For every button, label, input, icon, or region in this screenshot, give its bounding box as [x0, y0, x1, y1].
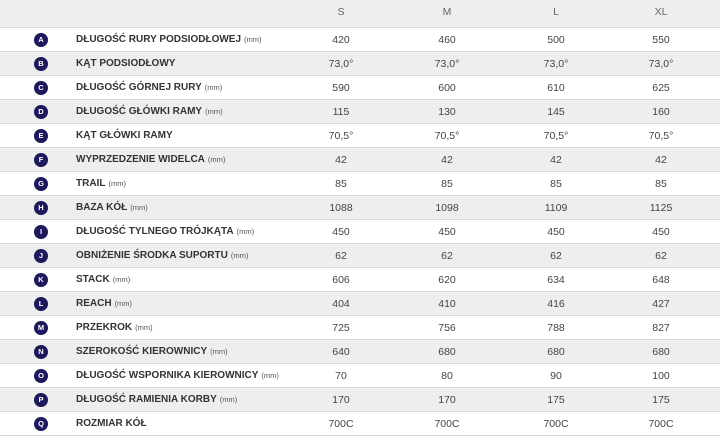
dimension-label	[76, 388, 237, 412]
dimension-unit: (mm)	[236, 227, 255, 236]
dimension-label	[76, 196, 148, 220]
dimension-unit: (mm)	[205, 107, 223, 116]
value-cell-l: 145	[547, 106, 565, 118]
value-cell-s: 640	[332, 346, 350, 358]
dimension-label	[76, 52, 175, 76]
table-row	[0, 76, 720, 100]
table-row	[0, 244, 720, 268]
table-row	[0, 100, 720, 124]
value-cell-s: 70,5°	[328, 130, 354, 142]
value-cell-xl: 62	[655, 250, 667, 262]
value-cell-l: 42	[550, 154, 562, 166]
value-cell-s: 404	[332, 298, 350, 310]
value-cell-xl: 827	[652, 322, 670, 334]
value-cell-xl: 73,0°	[648, 58, 674, 70]
value-cell-s: 170	[332, 394, 350, 406]
value-cell-s: 725	[332, 322, 350, 334]
value-cell-l: 680	[547, 346, 565, 358]
value-cell-l: 73,0°	[543, 58, 569, 70]
dimension-unit: (mm)	[219, 395, 238, 404]
dimension-unit: (mm)	[130, 203, 148, 212]
value-cell-m: 130	[438, 106, 456, 118]
table-row	[0, 28, 720, 52]
dimension-name: STACK	[76, 274, 110, 285]
dimension-unit: (mm)	[244, 35, 262, 44]
value-cell-m: 80	[441, 370, 453, 382]
value-cell-m: 680	[438, 346, 456, 358]
value-cell-s: 73,0°	[328, 58, 354, 70]
dimension-letter-badge: H	[34, 201, 48, 215]
dimension-unit: (mm)	[230, 251, 249, 260]
value-cell-s: 42	[335, 154, 347, 166]
table-row	[0, 316, 720, 340]
table-row	[0, 124, 720, 148]
value-cell-l: 175	[547, 394, 565, 406]
value-cell-m: 600	[438, 82, 456, 94]
dimension-name: BAZA KÓŁ	[76, 202, 128, 213]
table-row	[0, 172, 720, 196]
dimension-name: WYPRZEDZENIE WIDELCA	[76, 154, 205, 165]
dimension-letter-badge: P	[34, 393, 48, 407]
value-cell-m: 73,0°	[434, 58, 460, 70]
value-cell-m: 450	[438, 226, 456, 238]
value-cell-s: 450	[332, 226, 350, 238]
dimension-name: TRAIL	[76, 178, 106, 189]
value-cell-s: 606	[332, 274, 350, 286]
dimension-name: KĄT GŁÓWKI RAMY	[76, 130, 173, 141]
value-cell-m: 410	[438, 298, 456, 310]
value-cell-l: 70,5°	[543, 130, 569, 142]
value-cell-s: 115	[332, 106, 350, 118]
value-cell-l: 610	[547, 82, 565, 94]
value-cell-l: 700C	[543, 418, 569, 430]
value-cell-xl: 70,5°	[648, 130, 674, 142]
dimension-label	[76, 292, 132, 316]
dimension-unit: (mm)	[207, 155, 226, 164]
value-cell-s: 590	[332, 82, 350, 94]
value-cell-m: 620	[438, 274, 456, 286]
value-cell-m: 62	[441, 250, 453, 262]
value-cell-xl: 42	[655, 154, 667, 166]
value-cell-l: 85	[550, 178, 562, 190]
value-cell-xl: 680	[652, 346, 670, 358]
dimension-letter-badge: D	[34, 105, 48, 119]
dimension-label	[76, 28, 262, 52]
value-cell-m: 85	[441, 178, 453, 190]
dimension-letter-badge: I	[34, 225, 48, 239]
dimension-unit: (mm)	[114, 299, 133, 308]
dimension-label	[76, 364, 279, 388]
dimension-name: DŁUGOŚĆ GŁÓWKI RAMY	[76, 106, 203, 117]
table-row	[0, 220, 720, 244]
value-cell-xl: 175	[652, 394, 670, 406]
dimension-unit: (mm)	[261, 371, 279, 380]
dimension-label	[76, 220, 254, 244]
table-row	[0, 364, 720, 388]
value-cell-s: 1088	[329, 202, 353, 214]
dimension-unit: (mm)	[108, 179, 126, 188]
value-cell-l: 634	[547, 274, 565, 286]
value-cell-s: 70	[335, 370, 347, 382]
value-cell-l: 500	[547, 34, 565, 46]
value-cell-l: 62	[550, 250, 562, 262]
dimension-name: PRZEKROK	[76, 322, 133, 333]
table-row	[0, 292, 720, 316]
table-row	[0, 196, 720, 220]
dimension-letter-badge: M	[34, 321, 48, 335]
dimension-letter-badge: A	[34, 33, 48, 47]
table-row	[0, 412, 720, 436]
value-cell-xl: 85	[655, 178, 667, 190]
table-row	[0, 388, 720, 412]
value-cell-m: 700C	[434, 418, 460, 430]
size-header-m: M	[442, 6, 452, 18]
dimension-letter-badge: B	[34, 57, 48, 71]
dimension-label	[76, 100, 223, 124]
dimension-name: KĄT PODSIODŁOWY	[76, 58, 176, 69]
dimension-name: ROZMIAR KÓŁ	[76, 418, 147, 429]
value-cell-xl: 625	[652, 82, 670, 94]
size-header-l: L	[553, 6, 559, 18]
value-cell-m: 170	[438, 394, 456, 406]
size-header-xl: XL	[654, 6, 668, 18]
value-cell-l: 788	[547, 322, 565, 334]
dimension-letter-badge: K	[34, 273, 48, 287]
dimension-label	[76, 412, 147, 436]
dimension-letter-badge: N	[34, 345, 48, 359]
dimension-letter-badge: F	[34, 153, 48, 167]
size-header-s: S	[337, 6, 345, 18]
dimension-label	[76, 316, 153, 340]
dimension-label	[76, 76, 222, 100]
dimension-label	[76, 268, 130, 292]
value-cell-m: 42	[441, 154, 453, 166]
dimension-label	[76, 148, 225, 172]
dimension-name: DŁUGOŚĆ GÓRNEJ RURY	[76, 82, 202, 93]
dimension-letter-badge: Q	[34, 417, 48, 431]
dimension-letter-badge: J	[34, 249, 48, 263]
value-cell-l: 450	[547, 226, 565, 238]
dimension-unit: (mm)	[210, 347, 228, 356]
value-cell-m: 70,5°	[434, 130, 460, 142]
dimension-name: OBNIŻENIE ŚRODKA SUPORTU	[76, 250, 228, 261]
value-cell-xl: 427	[652, 298, 670, 310]
dimension-name: DŁUGOŚĆ RAMIENIA KORBY	[76, 394, 217, 405]
value-cell-l: 416	[547, 298, 565, 310]
dimension-letter-badge: O	[34, 369, 48, 383]
value-cell-s: 700C	[328, 418, 354, 430]
table-row	[0, 52, 720, 76]
value-cell-m: 460	[438, 34, 456, 46]
value-cell-xl: 1125	[649, 202, 673, 214]
dimension-unit: (mm)	[112, 275, 131, 284]
value-cell-m: 1098	[435, 202, 459, 214]
dimension-label	[76, 172, 126, 196]
value-cell-xl: 648	[652, 274, 670, 286]
table-row	[0, 340, 720, 364]
dimension-name: DŁUGOŚĆ RURY PODSIODŁOWEJ	[76, 34, 242, 45]
dimension-unit: (mm)	[204, 83, 223, 92]
table-row	[0, 268, 720, 292]
dimension-letter-badge: L	[34, 297, 48, 311]
dimension-letter-badge: E	[34, 129, 48, 143]
dimension-label	[76, 340, 228, 364]
dimension-name: REACH	[76, 298, 112, 309]
table-header-row	[0, 0, 720, 28]
dimension-letter-badge: C	[34, 81, 48, 95]
dimension-name: DŁUGOŚĆ WSPORNIKA KIEROWNICY	[76, 370, 259, 381]
value-cell-xl: 550	[652, 34, 670, 46]
dimension-label	[76, 124, 173, 148]
value-cell-l: 1109	[544, 202, 568, 214]
table-row	[0, 148, 720, 172]
dimension-unit: (mm)	[135, 323, 153, 332]
value-cell-s: 62	[335, 250, 347, 262]
value-cell-xl: 100	[652, 370, 670, 382]
value-cell-m: 756	[438, 322, 456, 334]
value-cell-l: 90	[550, 370, 562, 382]
dimension-letter-badge: G	[34, 177, 48, 191]
dimension-name: SZEROKOŚĆ KIEROWNICY	[76, 346, 208, 357]
value-cell-xl: 160	[652, 106, 670, 118]
value-cell-xl: 450	[652, 226, 670, 238]
dimension-name: DŁUGOŚĆ TYLNEGO TRÓJKĄTA	[76, 226, 234, 237]
value-cell-s: 420	[332, 34, 350, 46]
value-cell-xl: 700C	[648, 418, 674, 430]
dimension-label	[76, 244, 248, 268]
table-body	[0, 28, 720, 436]
value-cell-s: 85	[335, 178, 347, 190]
